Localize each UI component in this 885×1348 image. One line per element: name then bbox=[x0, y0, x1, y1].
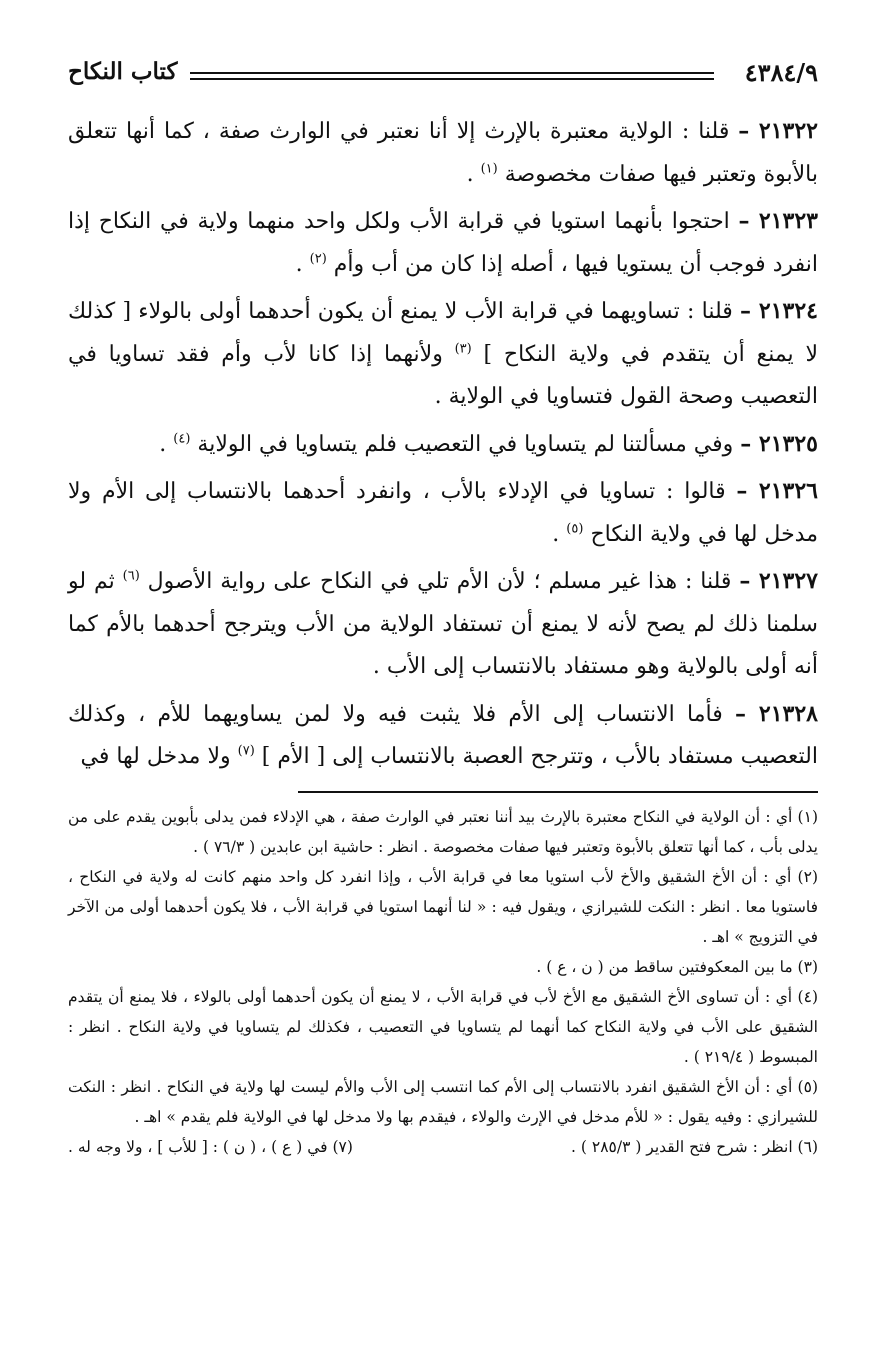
paragraph-number: ٢١٣٢٥ – bbox=[740, 430, 818, 457]
paragraph-number: ٢١٣٢٣ – bbox=[738, 208, 818, 234]
paragraph-tail: ثم لو سلمنا ذلك لم يصح لأنه لا يمنع أن تستفاد الولاية من الأب ويترجح أحدهما بالأم كما أنه أولى بالولاية وهو مستفاد بالانتساب إلى الأب . bbox=[68, 569, 818, 679]
footnote-ref[interactable]: (٢) bbox=[309, 251, 327, 267]
footnote: (١) أي : أن الولاية في النكاح معتبرة بالإرث بيد أننا نعتبر في الوارث صفة ، هي الإدلاء فمن يدلى بأبوين يقدم على من يدلى بأب ، كما أنها تتعلق بالأبوة وتعتبر فيها صفات مخصوصة . انظر : حاشية ابن عابدين ( ٧٦/٣ ) . bbox=[68, 808, 818, 856]
paragraph-number: ٢١٣٢٤ – bbox=[740, 298, 818, 324]
footnotes bbox=[68, 802, 818, 1162]
paragraph-tail: ولأنهما إذا كانا لأب وأم فقد تساويا في التعصيب وصحة القول فتساويا في الولاية . bbox=[68, 341, 818, 409]
footnote: (٣) ما بين المعكوفتين ساقط من ( ن ، ع ) . bbox=[536, 958, 818, 976]
footnote-ref[interactable]: (٦) bbox=[122, 568, 140, 584]
paragraph-text: قلنا : هذا غير مسلم ؛ لأن الأم تلي في النكاح على رواية الأصول bbox=[147, 569, 732, 594]
paragraph bbox=[68, 560, 818, 689]
paragraph bbox=[68, 290, 818, 419]
header-double-rule bbox=[190, 72, 714, 80]
footnote-pair bbox=[68, 1132, 818, 1162]
paragraph bbox=[68, 110, 818, 196]
paragraph-number: ٢١٣٢٦ – bbox=[736, 478, 818, 504]
footnote: (٤) أي : أن تساوى الأخ الشقيق مع الأخ لأب في قرابة الأب ، لا يمنع أن يكون أحدهما أولى بالولاء ، فلا يمنع أن يتقدم الشقيق على الأب في ولاية النكاح كما أنهما لم يتساويا في التعصيب ، فكذلك لم يتساويا في ولاية النكاح . انظر : المبسوط ( ٢١٩/٤ ) . bbox=[68, 988, 818, 1066]
paragraph-number: ٢١٣٢٧ – bbox=[739, 568, 818, 594]
footnote-ref[interactable]: (٥) bbox=[566, 521, 584, 537]
paragraph-text: وفي مسألتنا لم يتساويا في التعصيب فلم يتساويا في الولاية bbox=[197, 431, 734, 457]
page-number: ٤٣٨٤/٩ bbox=[744, 58, 818, 87]
footnote-ref[interactable]: (٤) bbox=[173, 431, 191, 447]
paragraph bbox=[68, 470, 818, 556]
paragraph bbox=[68, 200, 818, 286]
footnote-ref[interactable]: (١) bbox=[480, 161, 498, 177]
footnote-ref[interactable]: (٧) bbox=[237, 743, 255, 759]
paragraph-tail: ولا مدخل لها في bbox=[80, 744, 238, 769]
paragraph-number: ٢١٣٢٨ – bbox=[734, 700, 818, 727]
paragraph-text: قلنا : الولاية معتبرة بالإرث إلا أنا نعتبر في الوارث صفة ، كما أنها تتعلق بالأبوة وتعتبر فيها صفات مخصوصة bbox=[68, 119, 818, 187]
paragraph-number: ٢١٣٢٢ – bbox=[738, 118, 818, 144]
footnote-separator bbox=[298, 791, 818, 793]
book-title: كتاب النكاح bbox=[68, 58, 178, 85]
paragraph bbox=[68, 693, 818, 779]
paragraph-tail: . bbox=[295, 251, 310, 277]
main-text bbox=[68, 110, 818, 783]
paragraph-tail: . bbox=[552, 521, 567, 547]
running-header bbox=[68, 58, 818, 98]
footnote: (٥) أي : أن الأخ الشقيق انفرد بالانتساب إلى الأم كما انتسب إلى الأب والأم ليست لها ولاية في النكاح . انظر : النكت للشيرازي : وفيه يقول : « للأم مدخل في الإرث والولاء ، فيقدم بها ولا مدخل لها في الولاية فلم يقدم » اهـ . bbox=[68, 1078, 818, 1126]
paragraph-tail: . bbox=[466, 161, 481, 187]
footnote-ref[interactable]: (٣) bbox=[454, 341, 472, 357]
paragraph-tail: . bbox=[159, 431, 174, 457]
footnote: (٢) أي : أن الأخ الشقيق والأخ لأب استويا معا في قرابة الأب ، وإذا انفرد كل واحد منهم كانت له ولاية في النكاح ، فاستويا معا . انظر : النكت للشيرازي ، ويقول فيه : « لنا أنهما استويا في قرابة الأب ، فلا يكون أحدهما أولى من الآخر في التزويج » اهـ . bbox=[68, 868, 818, 946]
footnote: (٧) في ( ع ) ، ( ن ) : [ للأب ] ، ولا وجه له . bbox=[68, 1138, 353, 1156]
paragraph-text: قلنا : تساويهما في قرابة الأب لا يمنع أن يكون أحدهما أولى بالولاء [ كذلك لا يمنع أن يتقدم في ولاية النكاح ] bbox=[68, 299, 818, 367]
paragraph-text: قالوا : تساويا في الإدلاء بالأب ، وانفرد أحدهما بالانتساب إلى الأم ولا مدخل لها في ولاية النكاح bbox=[68, 479, 818, 547]
paragraph-text: فأما الانتساب إلى الأم فلا يثبت فيه ولا لمن يساويهما للأم ، وكذلك التعصيب مستفاد بالأب ، وتترجح العصبة بالانتساب إلى [ الأم ] bbox=[68, 701, 818, 769]
footnote: (٦) انظر : شرح فتح القدير ( ٢٨٥/٣ ) . bbox=[571, 1138, 818, 1156]
paragraph bbox=[68, 423, 818, 467]
paragraph-text: احتجوا بأنهما استويا في قرابة الأب ولكل واحد منهما ولاية في النكاح إذا انفرد فوجب أن يستويا فيها ، أصله إذا كان من أب وأم bbox=[68, 209, 818, 277]
